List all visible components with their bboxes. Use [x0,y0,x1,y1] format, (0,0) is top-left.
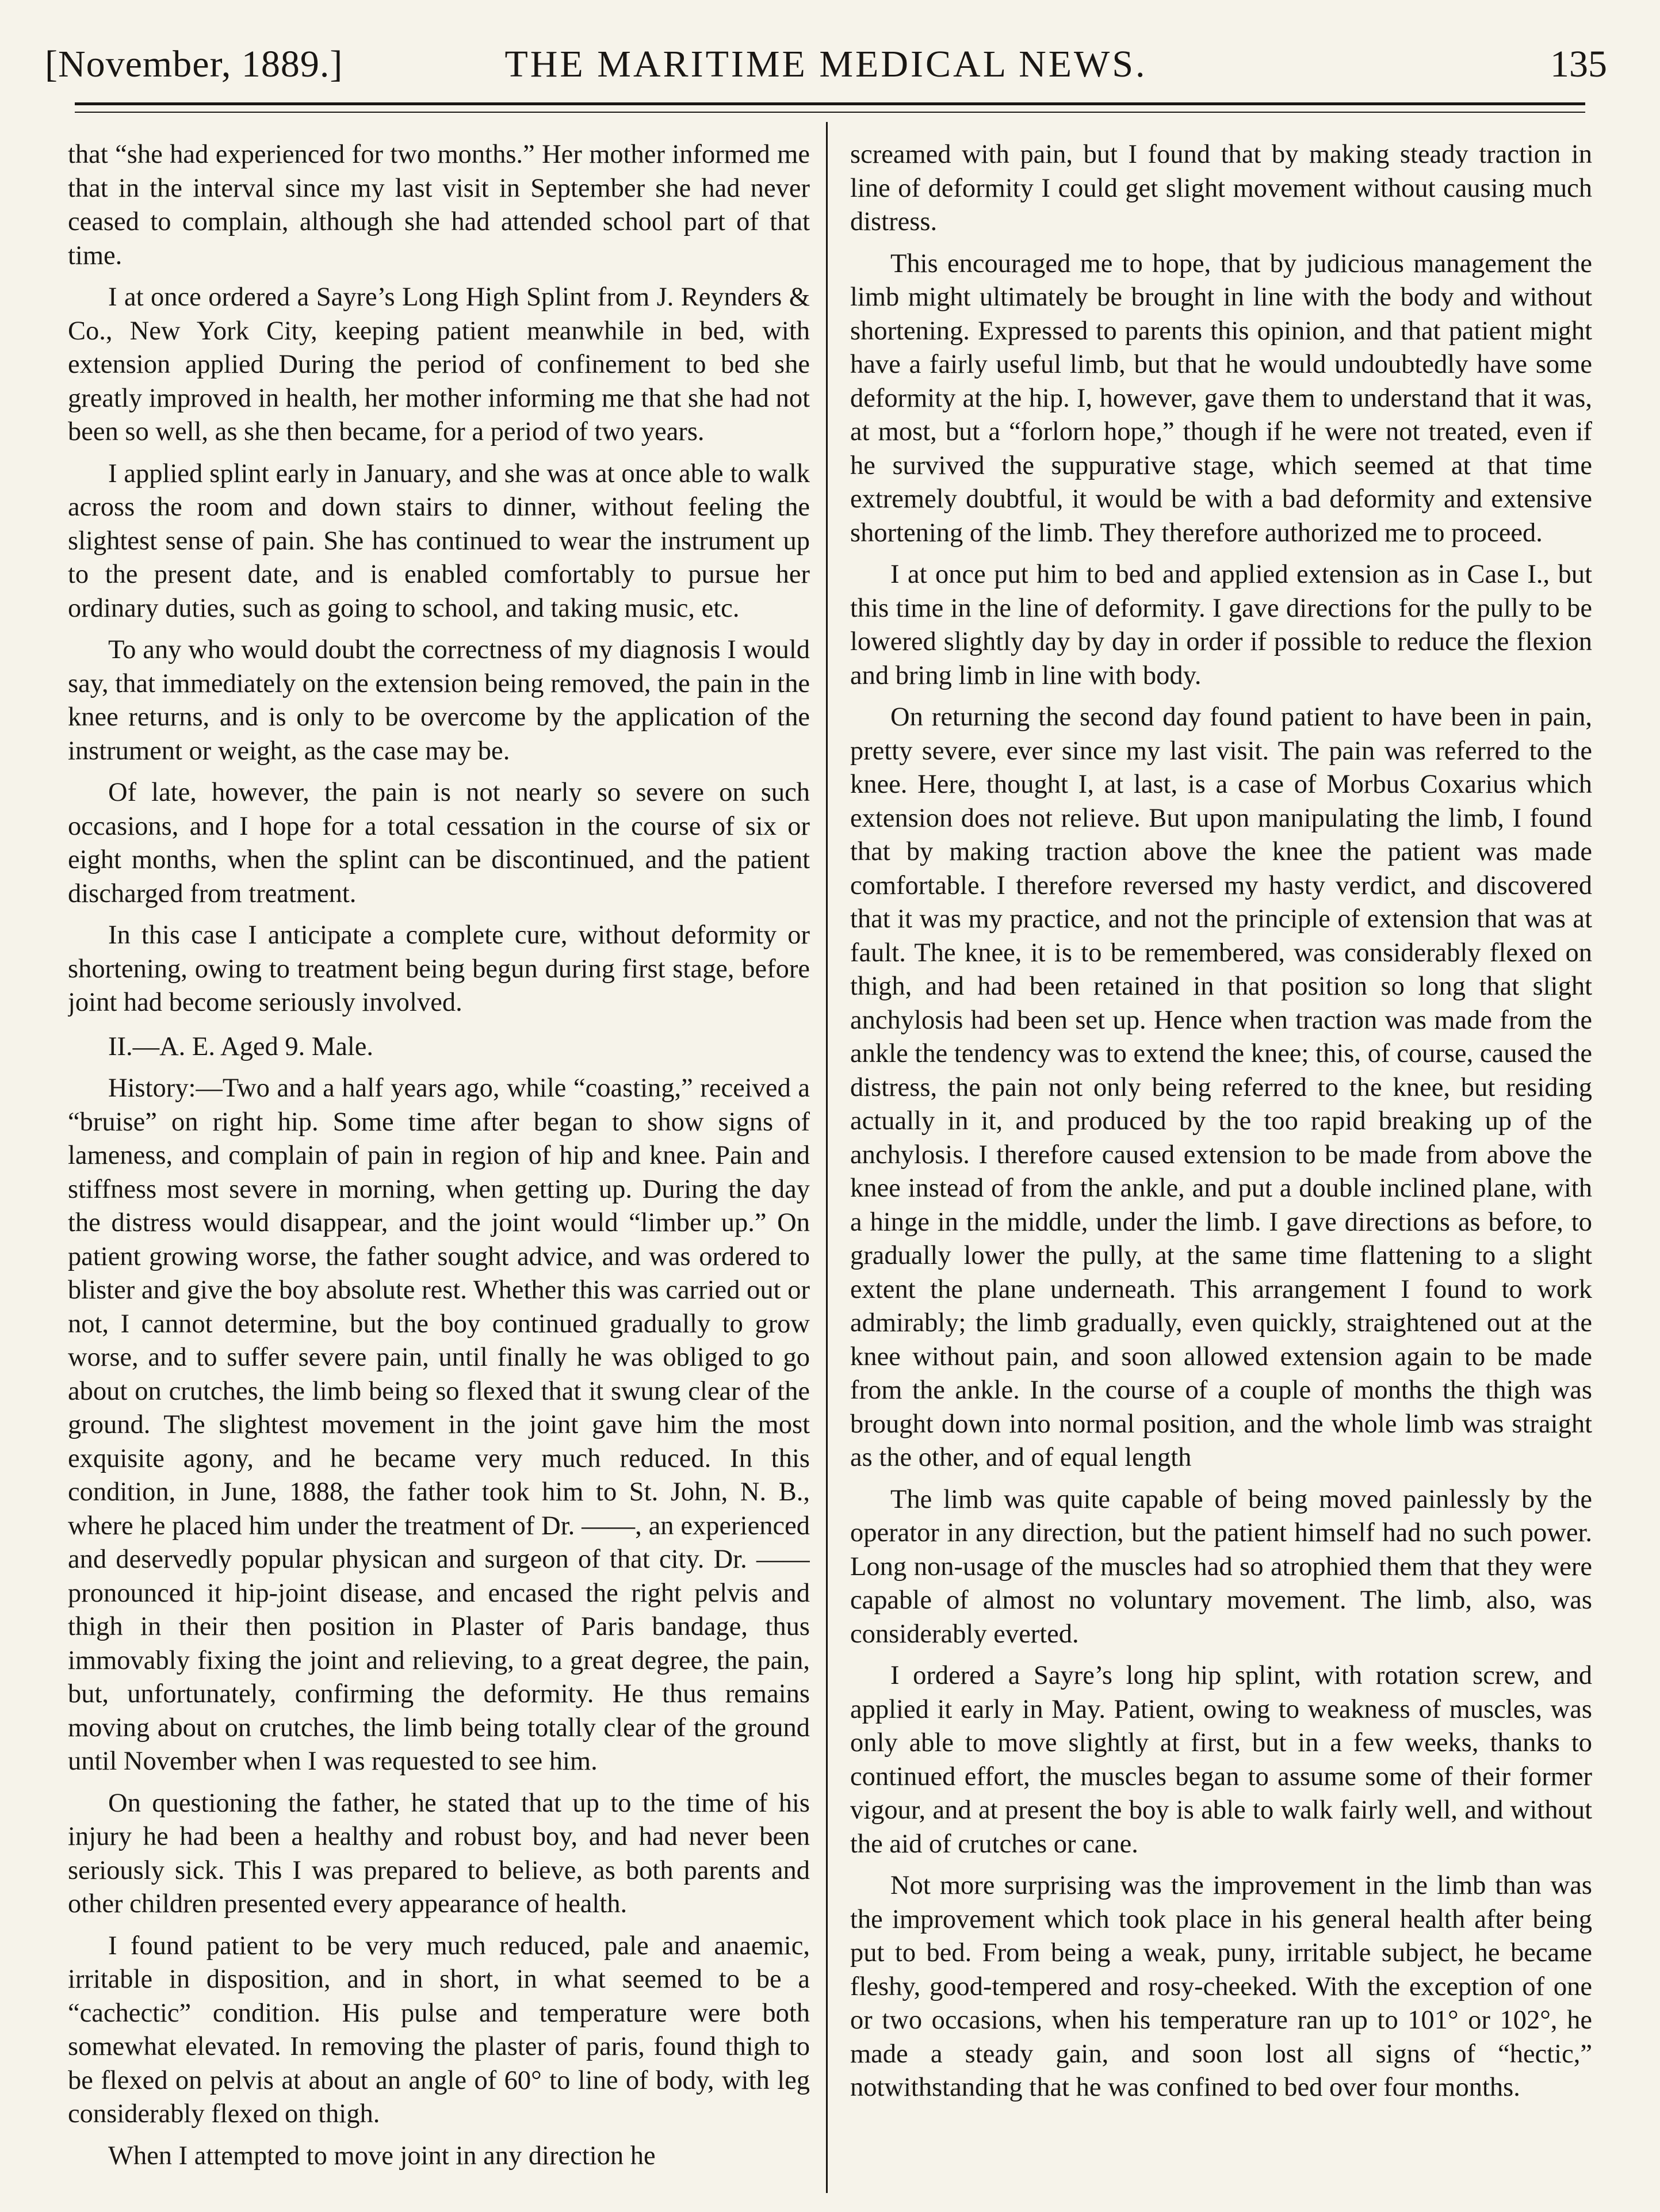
page-number: 135 [1550,43,1607,85]
paragraph: In this case I anticipate a complete cure, without deformity or shortening, owing to treatment being begun during first stage, before joint had become seriously involved. [68,920,810,1017]
paragraph: I at once ordered a Sayre’s Long High Splint from J. Reynders & Co., New York City, keeping patient meanwhile in bed, with extension applied During the period of confinement to bed she greatly improved in health, her mother informing me that she had not been so well, as she then became, for a period of two years. [68,282,810,446]
paragraph: I ordered a Sayre’s long hip splint, with rotation screw, and applied it early in May. Patient, owing to weakness of muscles, was only able to move slightly at first, but in a few weeks, thanks to continued effort, the muscles began to assume some of their former vigour, and at present the boy is able to walk fairly well, and without the aid of crutches or cane. [850,1661,1592,1859]
paragraph: On returning the second day found patient to have been in pain, pretty severe, ever since my last visit. The pain was referred to the knee. Here, thought I, at last, is a case of Morbus Coxarius which extension does not relieve. But upon manipulating the limb, I found that by making traction above the knee the patient was made comfortable. I therefore reversed my hasty verdict, and discovered that it was my practice, and not the principle of extension that was at fault. The knee, it is to be remembered, was considerably flexed on thigh, and had been retained in that position so long that slight anchylosis had been set up. Hence when traction was made from the ankle the tendency was to extend the knee; this, of course, caused the distress, the pain not only being referred to the knee, but residing actually in it, and produced by the too rapid breaking up of the anchylosis. I therefore caused extension to be made from above the knee instead of from the ankle, and put a double inclined plane, with a hinge in the middle, under the limb. I gave directions as before, to gradually lower the pully, at the same time flattening to a slight extent the plane underneath. This arrangement I found to work admirably; the limb gradually, even quickly, straightened out at the knee without pain, and soon allowed extension again to be made from the ankle. In the course of a couple of months the thigh was brought down into normal position, and the whole limb was straight as the other, and of equal length [850,702,1592,1472]
paragraph: When I attempted to move joint in any direction he [108,2141,656,2171]
page-header [45,41,1607,87]
journal-title: THE MARITIME MEDICAL NEWS. [504,43,1148,85]
left-column [68,138,810,2198]
paragraph: This encouraged me to hope, that by judicious management the limb might ultimately be brought in line with the body and without shortening. Expressed to parents this opinion, and that patient might have a fairly useful limb, but that he would undoubtedly have some deformity at the hip. I, however, gave them to understand that it was, at most, but a “forlorn hope,” though if he were not treated, even if he survived the suppurative stage, which seemed at that time extremely doubtful, it would be with a bad deformity and extensive shortening of the limb. They therefore authorized me to proceed. [850,249,1592,548]
paragraph: Of late, however, the pain is not nearly so severe on such occasions, and I hope for a total cessation in the course of six or eight months, when the splint can be discontinued, and the patient discharged from treatment. [68,778,810,908]
paragraph: screamed with pain, but I found that by making steady traction in line of deformity I could get slight movement without causing much distress. [850,140,1592,236]
paragraph: I applied splint early in January, and she was at once able to walk across the room and down stairs to dinner, without feeling the slightest sense of pain. She has continued to wear the instrument up to the present date, and is enabled comfortably to pursue her ordinary duties, such as going to school, and taking music, etc. [68,459,810,623]
paragraph: On questioning the father, he stated that up to the time of his injury he had been a healthy and robust boy, and had never been seriously sick. This I was prepared to believe, as both parents and other children presented every appearance of health. [68,1788,810,1919]
header-rule-thick [75,102,1585,105]
issue-date: [November, 1889.] [45,43,343,85]
paragraph: that “she had experienced for two months.” Her mother informed me that in the interval since my last visit in September she had never ceased to complain, although she had attended school part of that time. [68,140,810,270]
header-rule-thin [75,112,1585,113]
case-heading: II.—A. E. Aged 9. Male. [108,1031,374,1061]
paragraph: The limb was quite capable of being moved painlessly by the operator in any direction, but the patient himself had no such power. Long non-usage of the muscles had so atrophied them that they were capable of almost no voluntary movement. The limb, also, was considerably everted. [850,1484,1592,1649]
paragraph: To any who would doubt the correctness of my diagnosis I would say, that immediately on the extension being removed, the pain in the knee returns, and is only to be overcome by the application of the instrument or weight, as the case may be. [68,635,810,766]
paragraph: I at once put him to bed and applied extension as in Case I., but this time in the line of deformity. I gave directions for the pully to be lowered slightly day by day in order if possible to reduce the flexion and bring limb in line with body. [850,560,1592,690]
paragraph: Not more surprising was the improvement in the limb than was the improvement which took place in his general health after being put to bed. From being a weak, puny, irritable subject, he became fleshy, good-tempered and rosy-cheeked. With the exception of one or two occasions, when his temperature ran up to 101° or 102°, he made a steady gain, and soon lost all signs of “hectic,” notwithstanding that he was confined to bed over four months. [850,1871,1592,2102]
paragraph: I found patient to be very much reduced, pale and anaemic, irritable in disposition, and in short, in what seemed to be a “cachectic” condition. His pulse and temperature were both somewhat elevated. In removing the plaster of paris, found thigh to be flexed on pelvis at about an angle of 60° to line of body, with leg considerably flexed on thigh. [68,1931,810,2129]
paragraph: History:—Two and a half years ago, while “coasting,” received a “bruise” on right hip. Some time after began to show signs of lameness, and complain of pain in region of hip and knee. Pain and stiffness most severe in morning, when getting up. During the day the distress would disappear, and the joint would “limber up.” On patient growing worse, the father sought advice, and was ordered to blister and give the boy absolute rest. Whether this was carried out or not, I cannot determine, but the boy continued gradually to grow worse, and to suffer severe pain, until finally he was obliged to go about on crutches, the limb being so flexed that it swung clear of the ground. The slightest movement in the joint gave him the most exquisite agony, and he became very much reduced. In this condition, in June, 1888, the father took him to St. John, N. B., where he placed him under the treatment of Dr. ——, an experienced and deservedly popular physican and surgeon of that city. Dr. —— pronounced it hip-joint disease, and encased the right pelvis and thigh in their then position in Plaster of Paris bandage, thus immovably fixing the joint and relieving, to a great degree, the pain, but, unfortunately, confirming the deformity. He thus remains moving about on crutches, the limb being totally clear of the ground until November when I was requested to see him. [68,1073,810,1776]
right-column [850,138,1592,2198]
column-divider [826,122,828,2193]
